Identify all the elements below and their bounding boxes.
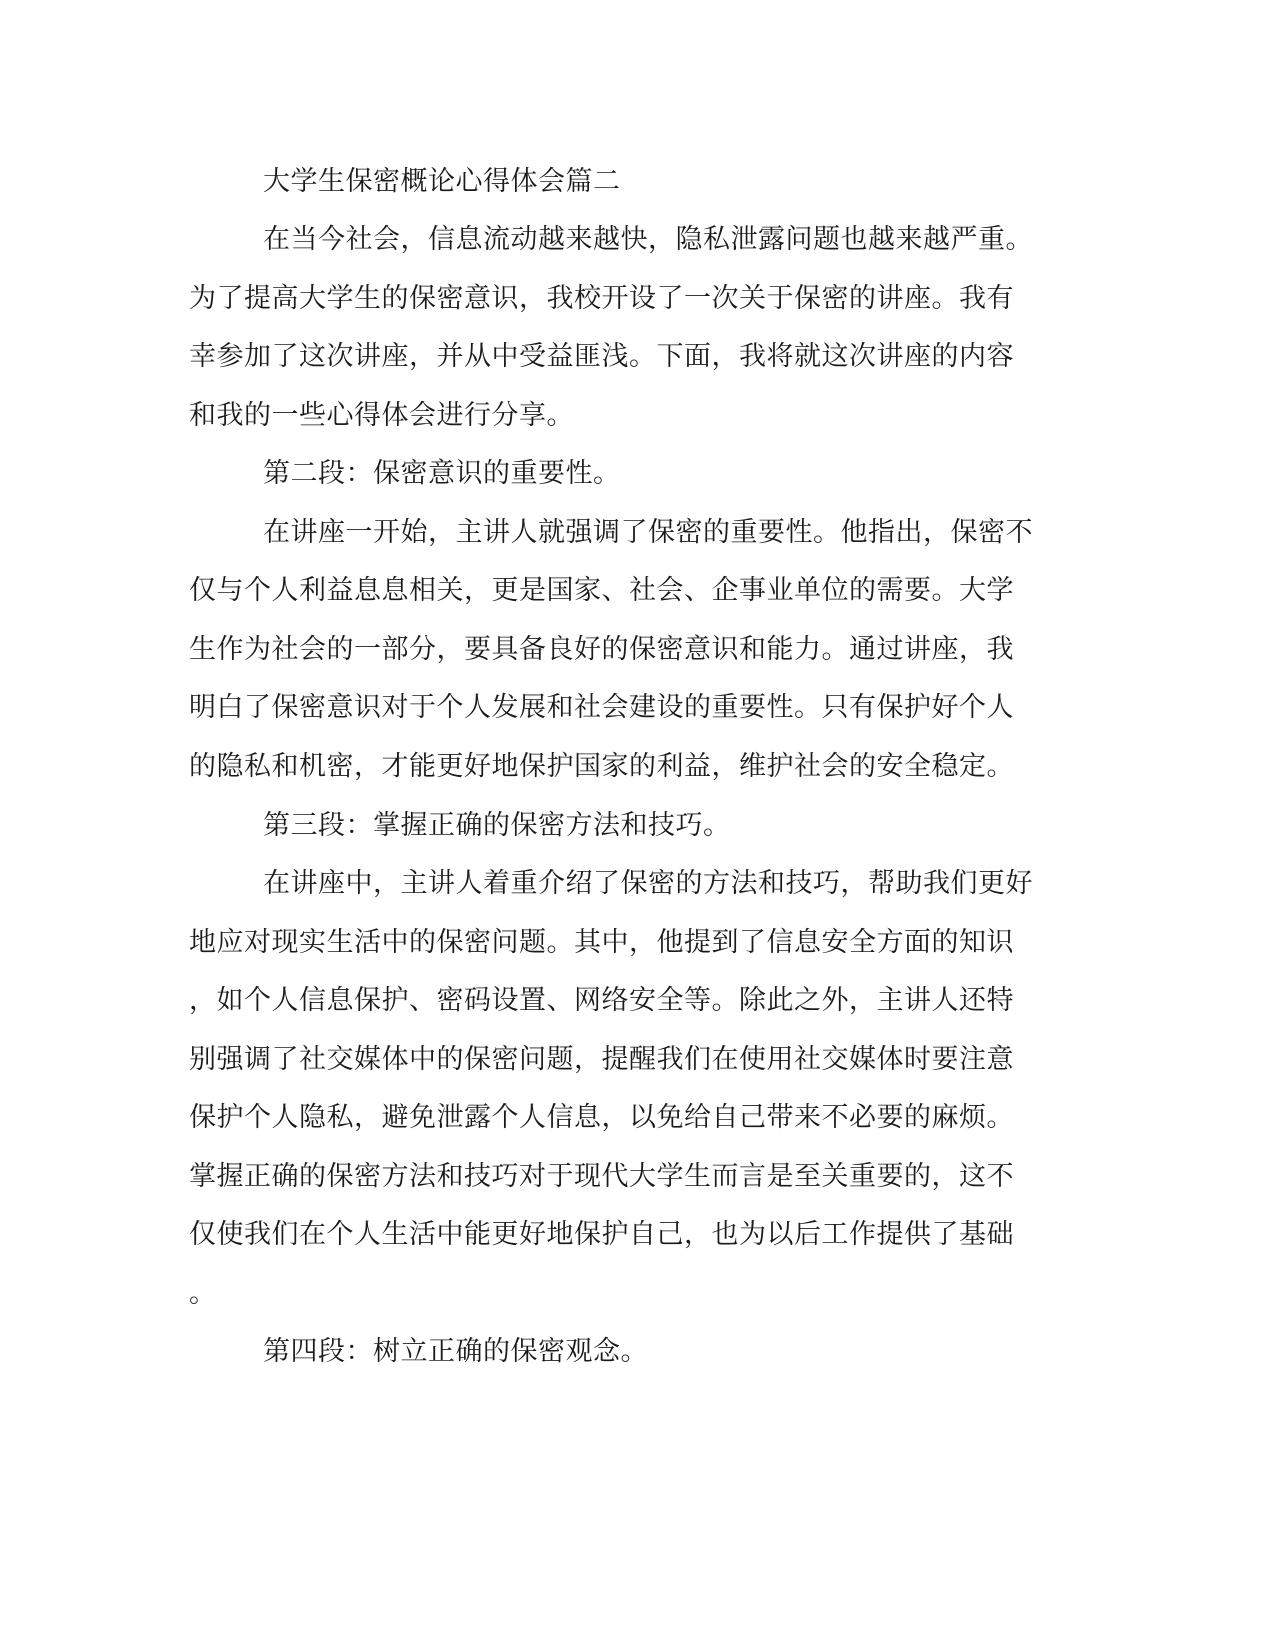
text-line: 地应对现实生活中的保密问题。其中，他提到了信息安全方面的知识 (189, 927, 1014, 958)
text-line: 生作为社会的一部分，要具备良好的保密意识和能力。通过讲座，我 (189, 634, 1014, 665)
text-line: 幸参加了这次讲座，并从中受益匪浅。下面，我将就这次讲座的内容 (189, 341, 1014, 372)
text-line: 在当今社会，信息流动越来越快，隐私泄露问题也越来越严重。 (263, 224, 1033, 255)
text-line: 掌握正确的保密方法和技巧对于现代大学生而言是至关重要的，这不 (189, 1161, 1014, 1192)
text-line: 的隐私和机密，才能更好地保护国家的利益，维护社会的安全稳定。 (189, 751, 1014, 782)
text-line: 仅使我们在个人生活中能更好地保护自己，也为以后工作提供了基础 (189, 1219, 1014, 1250)
text-line: 仅与个人利益息息相关，更是国家、社会、企事业单位的需要。大学 (189, 575, 1014, 606)
text-line: 。 (189, 1278, 217, 1309)
text-line: 保护个人隐私，避免泄露个人信息，以免给自己带来不必要的麻烦。 (189, 1102, 1014, 1133)
text-line: 别强调了社交媒体中的保密问题，提醒我们在使用社交媒体时要注意 (189, 1044, 1014, 1075)
text-line: ，如个人信息保护、密码设置、网络安全等。除此之外，主讲人还特 (189, 985, 1014, 1016)
document-title: 大学生保密概论心得体会篇二 (263, 166, 621, 197)
text-line: 在讲座一开始，主讲人就强调了保密的重要性。他指出，保密不 (263, 517, 1033, 548)
text-line: 在讲座中，主讲人着重介绍了保密的方法和技巧，帮助我们更好 (263, 868, 1033, 899)
text-line: 和我的一些心得体会进行分享。 (189, 400, 574, 431)
section-heading: 第三段：掌握正确的保密方法和技巧。 (263, 810, 731, 841)
section-heading: 第二段：保密意识的重要性。 (263, 458, 621, 489)
text-line: 为了提高大学生的保密意识，我校开设了一次关于保密的讲座。我有 (189, 283, 1014, 314)
section-heading: 第四段：树立正确的保密观念。 (263, 1336, 648, 1367)
text-line: 明白了保密意识对于个人发展和社会建设的重要性。只有保护好个人 (189, 692, 1014, 723)
